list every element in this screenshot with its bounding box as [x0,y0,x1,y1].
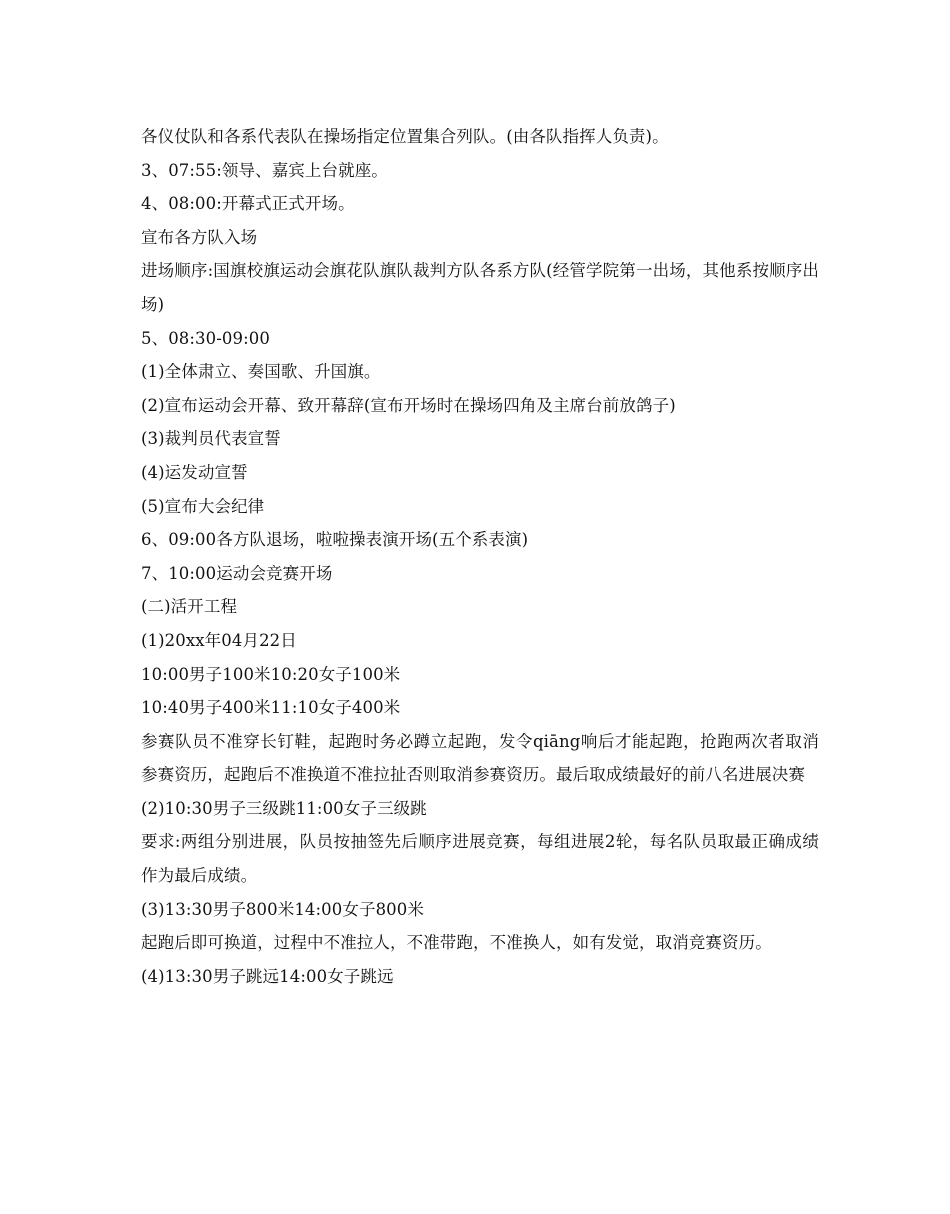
text-line: (2)宣布运动会开幕、致开幕辞(宣布开场时在操场四角及主席台前放鸽子) [141,395,676,415]
text-paragraph: 要求:两组分别进展，队员按抽签先后顺序进展竞赛，每组进展2轮，每名队员取最正确成绩作为最后成绩。 [141,832,819,886]
text-line: (1)20xx年04月22日 [141,630,297,650]
text-paragraph: 进场顺序:国旗校旗运动会旗花队旗队裁判方队各系方队(经管学院第一出场，其他系按顺序出场) [141,261,819,314]
text-paragraph: 起跑后即可换道，过程中不准拉人，不准带跑，不准换人，如有发觉，取消竞赛资历。 [141,933,772,953]
text-line: 7、10:00运动会竞赛开场 [141,563,333,583]
text-line: 4、08:00:开幕式正式开场。 [141,194,355,214]
text-line: (3)裁判员代表宣誓 [141,429,281,449]
document-body [141,120,819,993]
text-line: 宣布各方队入场 [141,227,258,247]
text-line: (二)活开工程 [141,597,238,617]
text-line: (4)13:30男子跳远14:00女子跳远 [141,966,394,986]
text-line: (3)13:30男子800米14:00女子800米 [141,899,424,919]
text-line: 各仪仗队和各系代表队在操场指定位置集合列队。(由各队指挥人负责)。 [141,127,669,146]
text-line: 10:00男子100米10:20女子100米 [141,664,401,684]
text-line: 3、07:55:领导、嘉宾上台就座。 [141,160,388,180]
text-line: (1)全体肃立、奏国歌、升国旗。 [141,362,381,382]
text-line: 6、09:00各方队退场，啦啦操表演开场(五个系表演) [141,530,529,550]
text-line: (2)10:30男子三级跳11:00女子三级跳 [141,798,427,818]
text-line: (4)运发动宣誓 [141,462,248,482]
text-line: 5、08:30-09:00 [141,328,270,348]
text-line: 10:40男子400米11:10女子400米 [141,698,401,718]
text-line: (5)宣布大会纪律 [141,496,265,516]
text-paragraph: 参赛队员不准穿长钉鞋，起跑时务必蹲立起跑，发令qiāng响后才能起跑，抢跑两次者取消参赛资历，起跑后不准换道不准拉扯否则取消参赛资历。最后取成绩最好的前八名进展决赛 [141,731,819,785]
